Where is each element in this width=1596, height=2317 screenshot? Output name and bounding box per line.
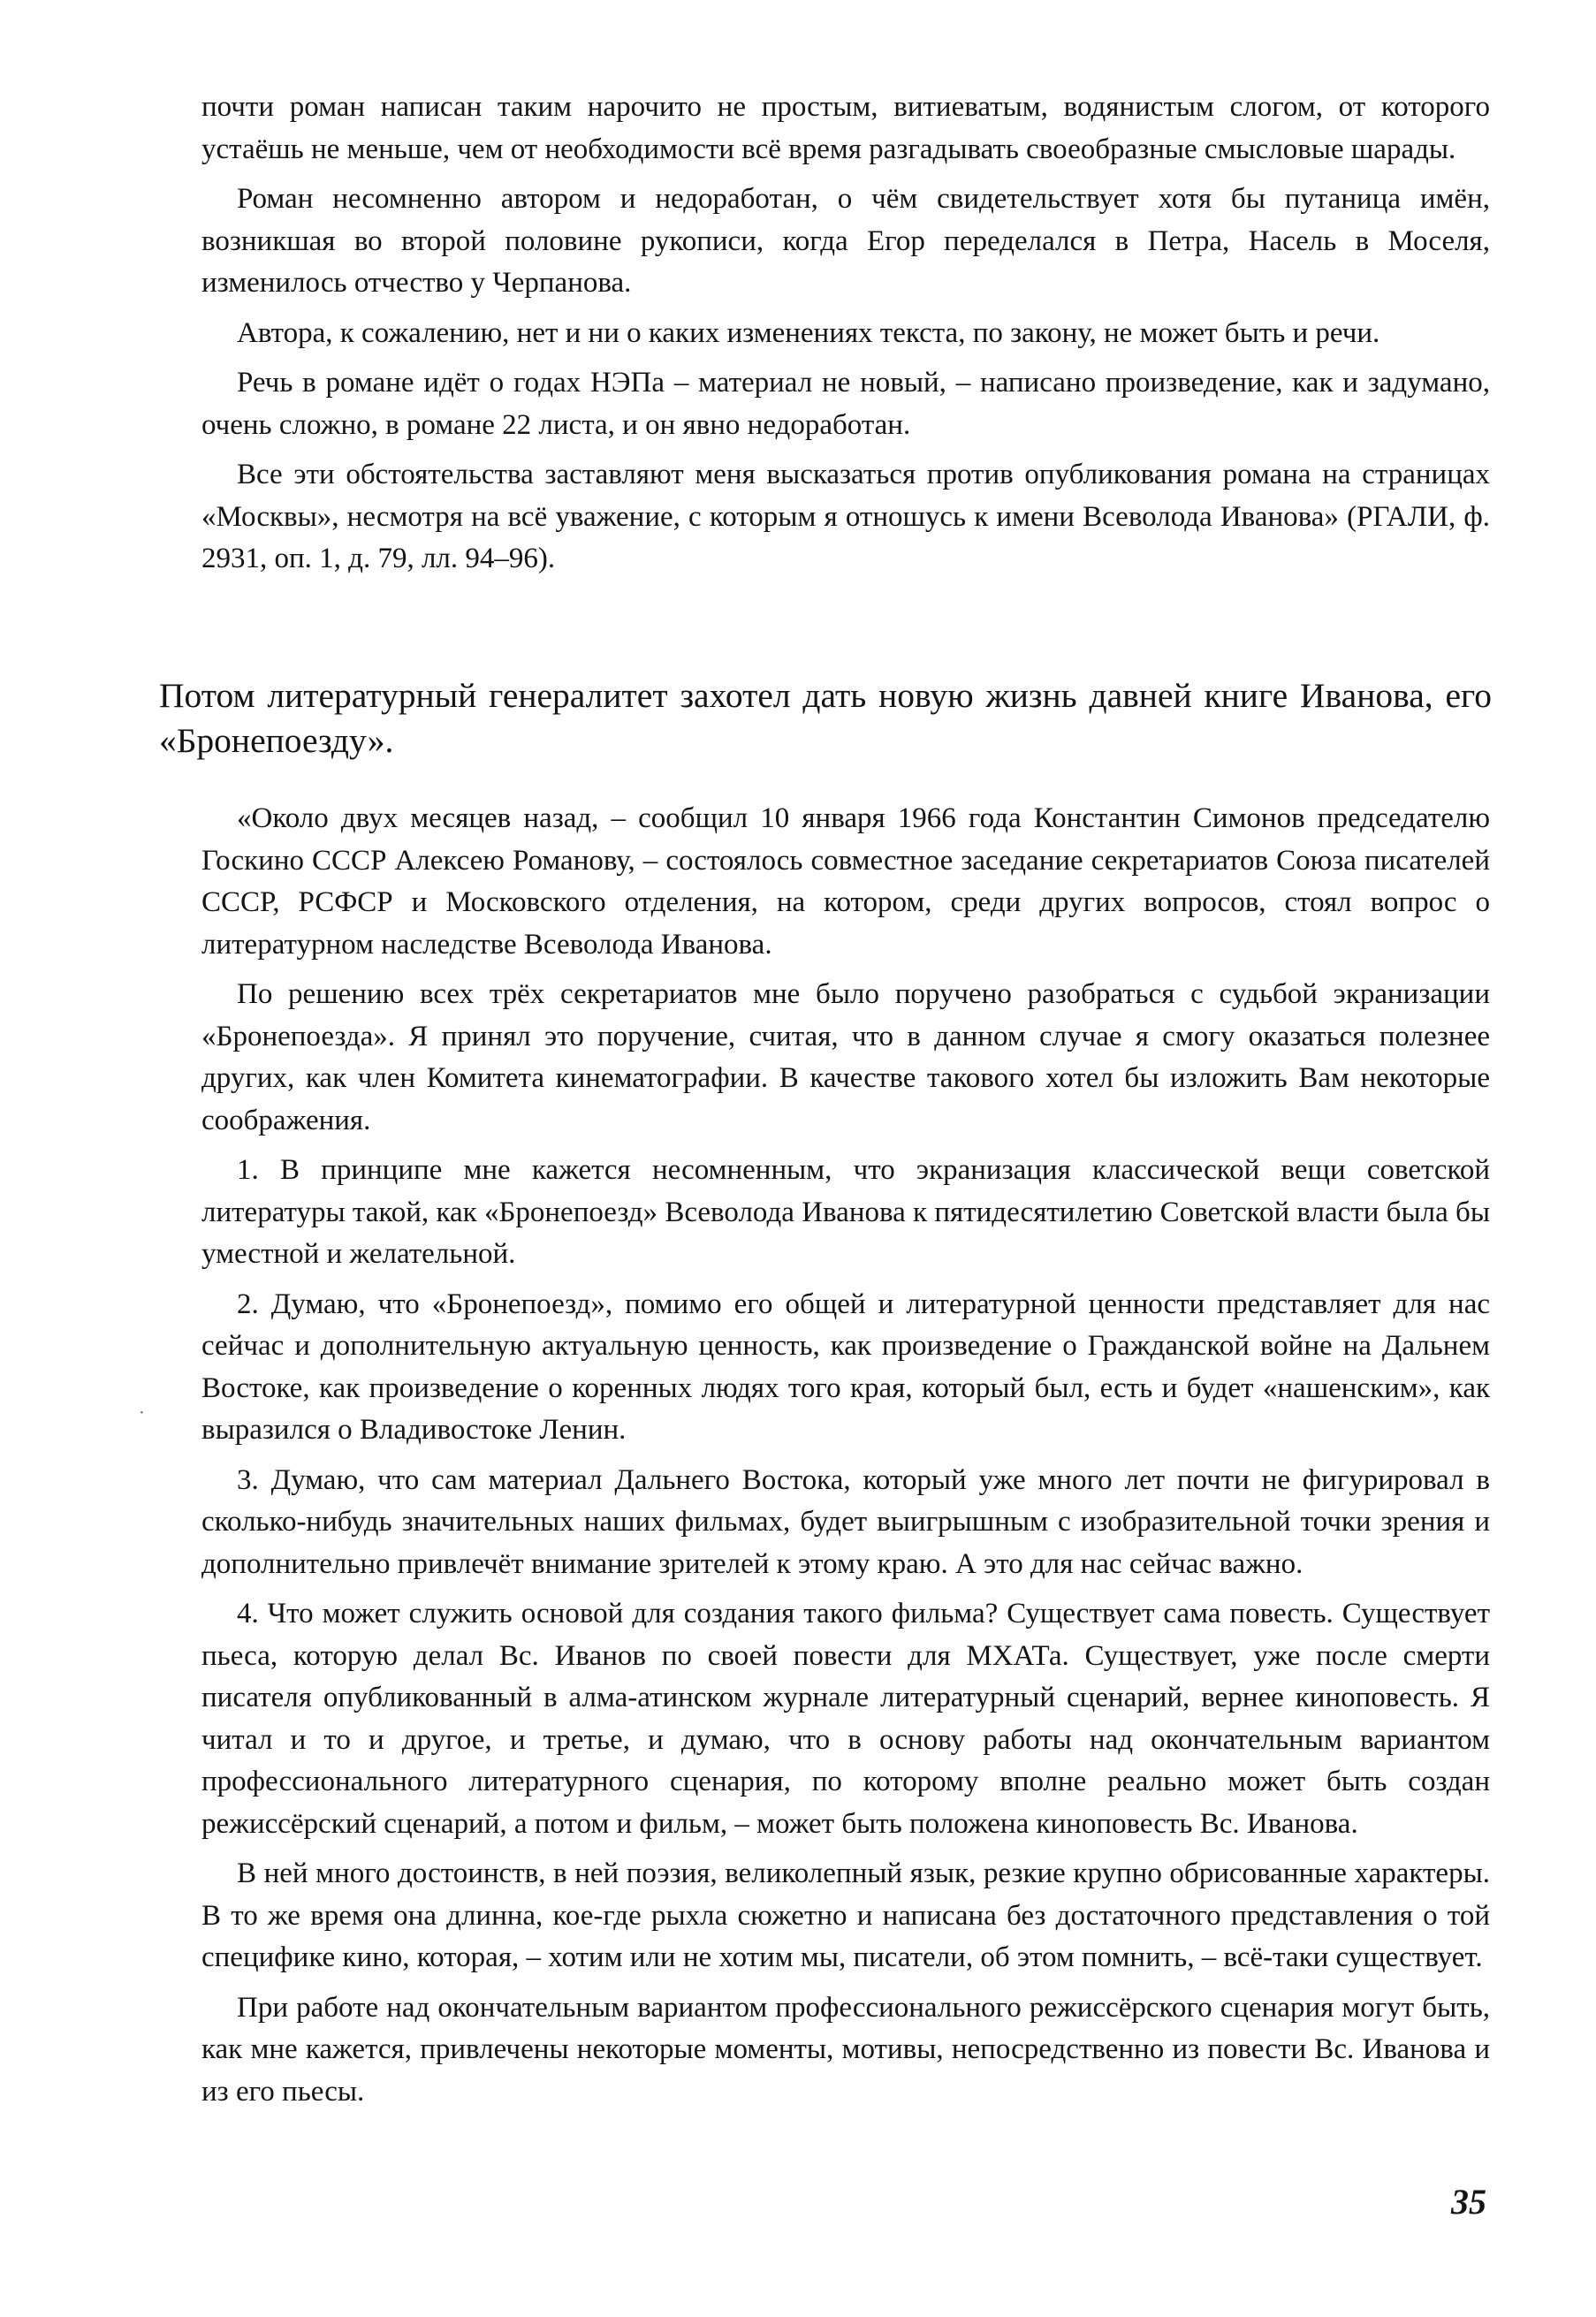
quote-paragraph: 4. Что может служить основой для создания такого фильма? Существует сама повесть. Существует пьеса, которую делал Вс. Иванов по своей повести для МХАТа. Существует, уже после смерти писателя опубликованный в алма-атинском журнале литературный сценарий, вернее киноповесть. Я читал и то и другое, и третье, и думаю, что в основу работы над окончательным вариантом профессионального литературного сценария, по которому вполне реально может быть создан режиссёрский сценарий, а потом и фильм, – может быть положена киноповесть Вс. Иванова. [201,1598,1490,1840]
quote-paragraph: 2. Думаю, что «Бронепоезд», помимо его общей и литературной ценности представляет для нас сейчас и дополнительную актуальную ценность, как произведение о Гражданской войне на Дальнем Востоке, как произведение о коренных людях того края, который был, есть и будет «нашенским», как выразился о Владивостоке Ленин. [201,1288,1490,1446]
quote-block-top [201,87,1490,589]
quote-paragraph: Автора, к сожалению, нет и ни о каких изменениях текста, по закону, не может быть и речи. [237,316,1380,349]
quote-paragraph: В ней много достоинств, в ней поэзия, великолепный язык, резкие крупно обрисованные характеры. В то же время она длинна, кое-где рыхла сюжетно и написана без достаточного представления о той специфике кино, которая, – хотим или не хотим мы, писатели, об этом помнить, – всё-таки существует. [201,1857,1490,1973]
quote-paragraph: При работе над окончательным вариантом профессионального режиссёрского сценария могут быть, как мне кажется, привлечены некоторые моменты, мотивы, непосредственно из повести Вс. Иванова и из его пьесы. [201,1991,1490,2108]
quote-paragraph: Речь в романе идёт о годах НЭПа – материал не новый, – написано произведение, как и задумано, очень сложно, в романе 22 листа, и он явно недоработан. [201,367,1490,441]
quote-block-bottom [201,798,1490,2121]
quote-paragraph: 3. Думаю, что сам материал Дальнего Востока, который уже много лет почти не фигурировал в сколько-нибудь значительных наших фильмах, будет выигрышным с изобразительной точки зрения и дополнительно привлечёт внимание зрителей к этому краю. А это для нас сейчас важно. [201,1463,1490,1580]
margin-dot: · [139,1403,145,1423]
quote-paragraph: По решению всех трёх секретариатов мне было поручено разобраться с судьбой экранизации «Бронепоезда». Я принял это поручение, считая, что в данном случае я смогу оказаться полезнее других, как член Комитета кинематографии. В качестве такового хотел бы изложить Вам некоторые соображения. [201,978,1490,1136]
main-text-paragraph: Потом литературный генералитет захотел дать новую жизнь давней книге Иванова, его «Бронепоезду». [159,676,1492,760]
quote-paragraph: 1. В принципе мне кажется несомненным, что экранизация классической вещи советской литературы такой, как «Бронепоезд» Всеволода Иванова к пятидесятилетию Советской власти была бы уместной и желательной. [201,1154,1490,1270]
quote-paragraph: Роман несомненно автором и недоработан, о чём свидетельствует хотя бы путаница имён, возникшая во второй половине рукописи, когда Егор переделался в Петра, Насель в Моселя, изменилось отчество у Черпанова. [201,183,1490,299]
quote-paragraph: «Около двух месяцев назад, – сообщил 10 января 1966 года Константин Симонов председателю Госкино СССР Алексею Романову, – состоялось совместное заседание секретариатов Союза писателей СССР, РСФСР и Московского отделения, на котором, среди других вопросов, стоял вопрос о литературном наследстве Всеволода Иванова. [201,802,1490,961]
quote-paragraph: почти роман написан таким нарочито не простым, витиеватым, водянистым слогом, от которого устаёшь не меньше, чем от необходимости всё время разгадывать своеобразные смысловые шарады. [201,91,1490,165]
quote-paragraph: Все эти обстоятельства заставляют меня высказаться против опубликования романа на страницах «Москвы», несмотря на всё уважение, с которым я отношусь к имени Всеволода Иванова» (РГАЛИ, ф. 2931, оп. 1, д. 79, лл. 94–96). [201,459,1490,574]
page-number: 35 [1451,2182,1486,2222]
